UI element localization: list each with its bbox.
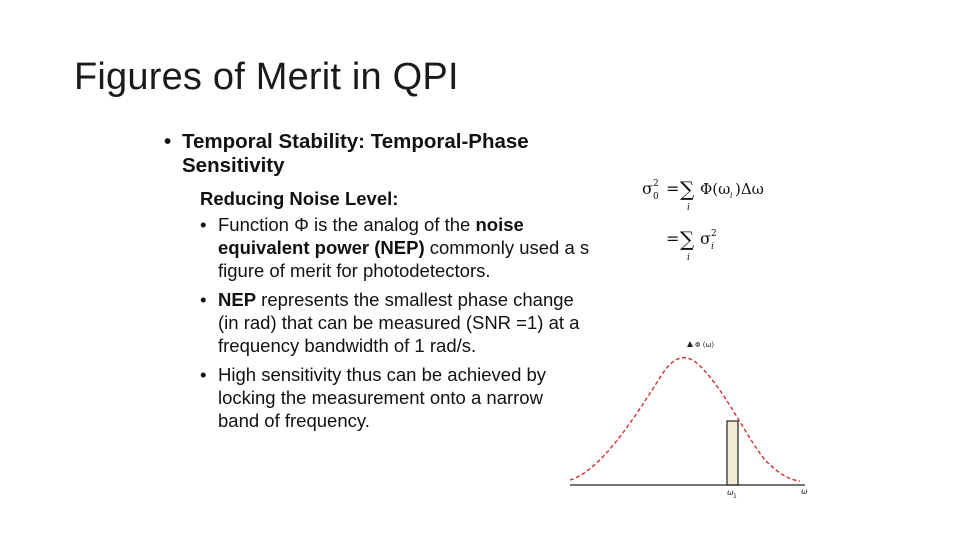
bold-text: NEP <box>218 289 257 310</box>
formula-sum: ∑ <box>680 177 695 201</box>
bold-text: equivalent power (NEP) <box>218 237 425 258</box>
subheading: Reducing Noise Level: <box>200 188 399 209</box>
slide-body <box>160 130 620 432</box>
sub-bullet-nep <box>200 288 620 357</box>
noise-formula <box>640 172 800 272</box>
formula-sigma0: σ <box>642 179 653 198</box>
main-bullet-line2: Sensitivity <box>182 154 285 177</box>
formula-term2-sub: i <box>711 242 714 252</box>
text-span: represents the smallest phase change <box>256 289 574 310</box>
bandwidth-band <box>727 421 738 485</box>
formula-sub: 0 <box>653 192 659 202</box>
text-span: band of frequency. <box>218 410 370 431</box>
formula-term1-sub: i <box>730 191 733 200</box>
sub-bullet-function <box>200 213 620 282</box>
formula-eq2: = <box>666 229 680 248</box>
formula-term1: Φ(ω <box>700 180 731 198</box>
bullet-dot: • <box>200 214 207 235</box>
bullet-dot: • <box>200 289 207 310</box>
text-span: Function Φ is the analog of the <box>218 214 476 235</box>
text-span: commonly used a s <box>424 237 590 258</box>
formula-sum2: ∑ <box>680 227 695 251</box>
formula-index: i <box>687 203 690 213</box>
text-span: figure of merit for photodetectors. <box>218 260 491 281</box>
formula-term2: σ <box>700 229 711 248</box>
x-axis-label: ω <box>801 487 808 496</box>
text-span: frequency bandwidth of 1 rad/s. <box>218 335 477 356</box>
bold-text: noise <box>475 214 524 235</box>
formula-term1-end: )Δω <box>735 180 764 198</box>
y-axis-label: Φ (ω) <box>695 341 715 349</box>
bullet-dot: • <box>200 364 207 385</box>
bullet-dot: • <box>164 130 172 153</box>
text-span: High sensitivity thus can be achieved by <box>218 364 547 385</box>
formula-term2-sup: 2 <box>711 229 717 239</box>
text-span: locking the measurement onto a narrow <box>218 387 543 408</box>
text-span: (in rad) that can be measured (SNR =1) at a <box>218 312 580 333</box>
main-bullet <box>160 130 620 178</box>
sub-bullet-sensitivity <box>200 363 620 432</box>
main-bullet-line1: Temporal Stability: Temporal-Phase <box>182 130 529 153</box>
y-axis-arrow-icon <box>687 341 693 347</box>
spectrum-figure <box>565 330 825 505</box>
formula-eq: = <box>666 179 680 198</box>
formula-sup: 2 <box>653 179 659 189</box>
marker-sub: 1 <box>733 493 737 500</box>
marker-label: ω <box>727 488 734 497</box>
gaussian-curve <box>570 358 800 481</box>
slide-title: Figures of Merit in QPI <box>74 56 459 98</box>
formula-index2: i <box>687 253 690 263</box>
